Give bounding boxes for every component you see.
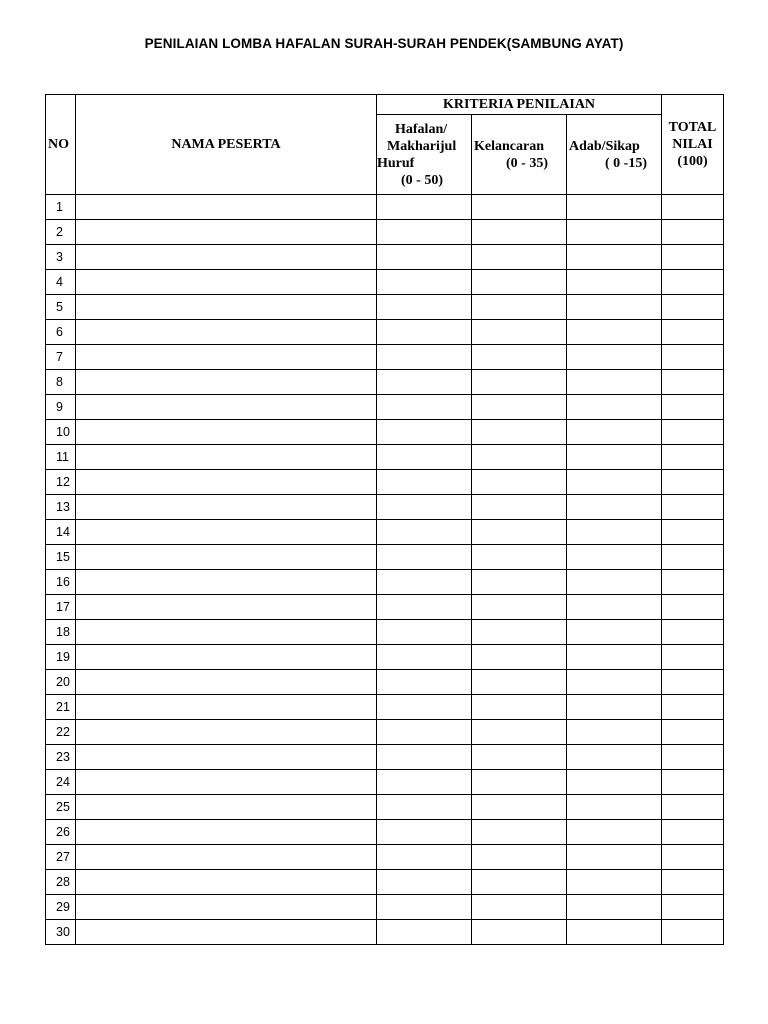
cell-hafalan[interactable] bbox=[377, 695, 472, 720]
cell-nama-peserta[interactable] bbox=[76, 345, 377, 370]
cell-kelancaran[interactable] bbox=[472, 245, 567, 270]
cell-no: 21 bbox=[46, 695, 76, 720]
cell-nama-peserta[interactable] bbox=[76, 645, 377, 670]
cell-hafalan[interactable] bbox=[377, 270, 472, 295]
cell-nama-peserta[interactable] bbox=[76, 570, 377, 595]
cell-adab-sikap[interactable] bbox=[567, 770, 662, 795]
header-adab-sikap bbox=[567, 115, 662, 195]
cell-nama-peserta[interactable] bbox=[76, 670, 377, 695]
cell-nama-peserta[interactable] bbox=[76, 795, 377, 820]
cell-nama-peserta[interactable] bbox=[76, 420, 377, 445]
table-row bbox=[46, 220, 724, 245]
cell-adab-sikap[interactable] bbox=[567, 720, 662, 745]
cell-nama-peserta[interactable] bbox=[76, 770, 377, 795]
cell-kelancaran[interactable] bbox=[472, 745, 567, 770]
cell-no: 9 bbox=[46, 395, 76, 420]
cell-adab-sikap[interactable] bbox=[567, 920, 662, 945]
cell-no: 4 bbox=[46, 270, 76, 295]
table-row bbox=[46, 520, 724, 545]
header-nama-peserta: NAMA PESERTA bbox=[76, 95, 377, 195]
cell-nama-peserta[interactable] bbox=[76, 895, 377, 920]
cell-nama-peserta[interactable] bbox=[76, 195, 377, 220]
header-hafalan-line-2: Makharijul bbox=[387, 138, 457, 154]
cell-adab-sikap[interactable] bbox=[567, 195, 662, 220]
cell-adab-sikap[interactable] bbox=[567, 595, 662, 620]
table-row bbox=[46, 270, 724, 295]
cell-no: 8 bbox=[46, 370, 76, 395]
header-hafalan-line-3: Huruf bbox=[377, 155, 415, 171]
cell-hafalan[interactable] bbox=[377, 245, 472, 270]
cell-total-nilai[interactable] bbox=[662, 770, 724, 795]
table-row bbox=[46, 570, 724, 595]
cell-total-nilai[interactable] bbox=[662, 370, 724, 395]
cell-nama-peserta[interactable] bbox=[76, 745, 377, 770]
cell-hafalan[interactable] bbox=[377, 220, 472, 245]
cell-adab-sikap[interactable] bbox=[567, 520, 662, 545]
cell-hafalan[interactable] bbox=[377, 545, 472, 570]
cell-no: 16 bbox=[46, 570, 76, 595]
header-hafalan bbox=[377, 115, 472, 195]
cell-adab-sikap[interactable] bbox=[567, 895, 662, 920]
table-row bbox=[46, 920, 724, 945]
cell-kelancaran[interactable] bbox=[472, 795, 567, 820]
cell-kelancaran[interactable] bbox=[472, 620, 567, 645]
cell-hafalan[interactable] bbox=[377, 345, 472, 370]
cell-nama-peserta[interactable] bbox=[76, 520, 377, 545]
cell-hafalan[interactable] bbox=[377, 620, 472, 645]
cell-no: 14 bbox=[46, 520, 76, 545]
cell-hafalan[interactable] bbox=[377, 370, 472, 395]
cell-no: 3 bbox=[46, 245, 76, 270]
cell-no: 29 bbox=[46, 895, 76, 920]
cell-kelancaran[interactable] bbox=[472, 495, 567, 520]
cell-hafalan[interactable] bbox=[377, 845, 472, 870]
cell-hafalan[interactable] bbox=[377, 870, 472, 895]
cell-nama-peserta[interactable] bbox=[76, 295, 377, 320]
cell-total-nilai[interactable] bbox=[662, 920, 724, 945]
table-row bbox=[46, 420, 724, 445]
header-hafalan-range: (0 - 50) bbox=[401, 172, 443, 188]
cell-total-nilai[interactable] bbox=[662, 470, 724, 495]
cell-adab-sikap[interactable] bbox=[567, 795, 662, 820]
cell-kelancaran[interactable] bbox=[472, 445, 567, 470]
cell-kelancaran[interactable] bbox=[472, 270, 567, 295]
cell-hafalan[interactable] bbox=[377, 920, 472, 945]
cell-total-nilai[interactable] bbox=[662, 270, 724, 295]
cell-adab-sikap[interactable] bbox=[567, 820, 662, 845]
table-row bbox=[46, 870, 724, 895]
cell-nama-peserta[interactable] bbox=[76, 320, 377, 345]
cell-hafalan[interactable] bbox=[377, 895, 472, 920]
header-kelancaran-range: (0 - 35) bbox=[506, 155, 548, 171]
cell-no: 20 bbox=[46, 670, 76, 695]
cell-hafalan[interactable] bbox=[377, 470, 472, 495]
cell-no: 28 bbox=[46, 870, 76, 895]
cell-total-nilai[interactable] bbox=[662, 520, 724, 545]
cell-hafalan[interactable] bbox=[377, 320, 472, 345]
cell-no: 30 bbox=[46, 920, 76, 945]
cell-total-nilai[interactable] bbox=[662, 320, 724, 345]
cell-adab-sikap[interactable] bbox=[567, 295, 662, 320]
cell-total-nilai[interactable] bbox=[662, 595, 724, 620]
cell-total-nilai[interactable] bbox=[662, 395, 724, 420]
cell-nama-peserta[interactable] bbox=[76, 370, 377, 395]
cell-total-nilai[interactable] bbox=[662, 795, 724, 820]
cell-adab-sikap[interactable] bbox=[567, 695, 662, 720]
table-row bbox=[46, 820, 724, 845]
cell-total-nilai[interactable] bbox=[662, 720, 724, 745]
document-title: PENILAIAN LOMBA HAFALAN SURAH-SURAH PENDEK(SAMBUNG AYAT) bbox=[144, 36, 624, 51]
cell-no: 5 bbox=[46, 295, 76, 320]
cell-total-nilai[interactable] bbox=[662, 295, 724, 320]
table-row bbox=[46, 695, 724, 720]
table-row bbox=[46, 770, 724, 795]
cell-adab-sikap[interactable] bbox=[567, 495, 662, 520]
cell-hafalan[interactable] bbox=[377, 195, 472, 220]
table-row bbox=[46, 645, 724, 670]
cell-kelancaran[interactable] bbox=[472, 520, 567, 545]
cell-kelancaran[interactable] bbox=[472, 820, 567, 845]
cell-hafalan[interactable] bbox=[377, 745, 472, 770]
cell-nama-peserta[interactable] bbox=[76, 470, 377, 495]
cell-nama-peserta[interactable] bbox=[76, 820, 377, 845]
cell-adab-sikap[interactable] bbox=[567, 220, 662, 245]
cell-hafalan[interactable] bbox=[377, 645, 472, 670]
cell-nama-peserta[interactable] bbox=[76, 245, 377, 270]
cell-hafalan[interactable] bbox=[377, 595, 472, 620]
table-body bbox=[46, 195, 724, 945]
cell-no: 13 bbox=[46, 495, 76, 520]
cell-kelancaran[interactable] bbox=[472, 320, 567, 345]
cell-adab-sikap[interactable] bbox=[567, 845, 662, 870]
table-row bbox=[46, 195, 724, 220]
cell-adab-sikap[interactable] bbox=[567, 570, 662, 595]
cell-total-nilai[interactable] bbox=[662, 645, 724, 670]
cell-adab-sikap[interactable] bbox=[567, 445, 662, 470]
cell-total-nilai[interactable] bbox=[662, 895, 724, 920]
table-row bbox=[46, 745, 724, 770]
cell-adab-sikap[interactable] bbox=[567, 670, 662, 695]
cell-kelancaran[interactable] bbox=[472, 395, 567, 420]
cell-adab-sikap[interactable] bbox=[567, 620, 662, 645]
cell-nama-peserta[interactable] bbox=[76, 220, 377, 245]
cell-no: 2 bbox=[46, 220, 76, 245]
cell-total-nilai[interactable] bbox=[662, 420, 724, 445]
header-hafalan-line-1: Hafalan/ bbox=[395, 121, 448, 137]
table-row bbox=[46, 495, 724, 520]
cell-nama-peserta[interactable] bbox=[76, 695, 377, 720]
cell-no: 23 bbox=[46, 745, 76, 770]
header-kriteria-penilaian: KRITERIA PENILAIAN bbox=[377, 95, 662, 115]
table-row bbox=[46, 545, 724, 570]
cell-no: 27 bbox=[46, 845, 76, 870]
table-row bbox=[46, 720, 724, 745]
cell-kelancaran[interactable] bbox=[472, 570, 567, 595]
cell-no: 24 bbox=[46, 770, 76, 795]
cell-kelancaran[interactable] bbox=[472, 345, 567, 370]
cell-no: 25 bbox=[46, 795, 76, 820]
cell-total-nilai[interactable] bbox=[662, 445, 724, 470]
cell-hafalan[interactable] bbox=[377, 570, 472, 595]
table-row bbox=[46, 620, 724, 645]
cell-nama-peserta[interactable] bbox=[76, 720, 377, 745]
cell-total-nilai[interactable] bbox=[662, 245, 724, 270]
cell-adab-sikap[interactable] bbox=[567, 320, 662, 345]
header-total-line-2: NILAI bbox=[672, 137, 713, 152]
cell-no: 1 bbox=[46, 195, 76, 220]
cell-no: 18 bbox=[46, 620, 76, 645]
header-total-line-1: TOTAL bbox=[668, 120, 717, 135]
cell-kelancaran[interactable] bbox=[472, 470, 567, 495]
cell-total-nilai[interactable] bbox=[662, 820, 724, 845]
table-row bbox=[46, 595, 724, 620]
cell-kelancaran[interactable] bbox=[472, 420, 567, 445]
cell-adab-sikap[interactable] bbox=[567, 870, 662, 895]
cell-no: 7 bbox=[46, 345, 76, 370]
cell-no: 12 bbox=[46, 470, 76, 495]
cell-no: 22 bbox=[46, 720, 76, 745]
cell-total-nilai[interactable] bbox=[662, 195, 724, 220]
cell-nama-peserta[interactable] bbox=[76, 495, 377, 520]
cell-total-nilai[interactable] bbox=[662, 870, 724, 895]
cell-nama-peserta[interactable] bbox=[76, 620, 377, 645]
table-row bbox=[46, 345, 724, 370]
cell-kelancaran[interactable] bbox=[472, 545, 567, 570]
cell-kelancaran[interactable] bbox=[472, 895, 567, 920]
cell-total-nilai[interactable] bbox=[662, 670, 724, 695]
cell-total-nilai[interactable] bbox=[662, 845, 724, 870]
cell-hafalan[interactable] bbox=[377, 520, 472, 545]
cell-kelancaran[interactable] bbox=[472, 295, 567, 320]
cell-adab-sikap[interactable] bbox=[567, 245, 662, 270]
cell-kelancaran[interactable] bbox=[472, 595, 567, 620]
cell-kelancaran[interactable] bbox=[472, 845, 567, 870]
cell-adab-sikap[interactable] bbox=[567, 470, 662, 495]
cell-kelancaran[interactable] bbox=[472, 920, 567, 945]
header-total-nilai bbox=[662, 95, 724, 195]
cell-total-nilai[interactable] bbox=[662, 545, 724, 570]
table-row bbox=[46, 845, 724, 870]
header-adab-line-1: Adab/Sikap bbox=[569, 138, 640, 154]
cell-no: 10 bbox=[46, 420, 76, 445]
cell-hafalan[interactable] bbox=[377, 445, 472, 470]
table-row bbox=[46, 895, 724, 920]
cell-hafalan[interactable] bbox=[377, 395, 472, 420]
cell-kelancaran[interactable] bbox=[472, 720, 567, 745]
table-row bbox=[46, 795, 724, 820]
cell-adab-sikap[interactable] bbox=[567, 745, 662, 770]
cell-adab-sikap[interactable] bbox=[567, 345, 662, 370]
table-row bbox=[46, 470, 724, 495]
cell-hafalan[interactable] bbox=[377, 720, 472, 745]
cell-no: 6 bbox=[46, 320, 76, 345]
cell-no: 15 bbox=[46, 545, 76, 570]
cell-no: 17 bbox=[46, 595, 76, 620]
cell-nama-peserta[interactable] bbox=[76, 395, 377, 420]
header-no: NO bbox=[46, 95, 76, 195]
cell-hafalan[interactable] bbox=[377, 670, 472, 695]
cell-nama-peserta[interactable] bbox=[76, 845, 377, 870]
cell-hafalan[interactable] bbox=[377, 420, 472, 445]
cell-kelancaran[interactable] bbox=[472, 195, 567, 220]
cell-total-nilai[interactable] bbox=[662, 620, 724, 645]
cell-adab-sikap[interactable] bbox=[567, 545, 662, 570]
cell-total-nilai[interactable] bbox=[662, 745, 724, 770]
table-row bbox=[46, 395, 724, 420]
cell-total-nilai[interactable] bbox=[662, 495, 724, 520]
cell-no: 11 bbox=[46, 445, 76, 470]
cell-no: 19 bbox=[46, 645, 76, 670]
cell-kelancaran[interactable] bbox=[472, 695, 567, 720]
cell-adab-sikap[interactable] bbox=[567, 420, 662, 445]
header-total-line-3: (100) bbox=[677, 154, 708, 169]
table-row bbox=[46, 320, 724, 345]
table-row bbox=[46, 370, 724, 395]
cell-no: 26 bbox=[46, 820, 76, 845]
header-kelancaran bbox=[472, 115, 567, 195]
cell-kelancaran[interactable] bbox=[472, 670, 567, 695]
cell-adab-sikap[interactable] bbox=[567, 395, 662, 420]
cell-hafalan[interactable] bbox=[377, 820, 472, 845]
cell-kelancaran[interactable] bbox=[472, 770, 567, 795]
table-row bbox=[46, 445, 724, 470]
cell-adab-sikap[interactable] bbox=[567, 645, 662, 670]
header-kelancaran-line-1: Kelancaran bbox=[474, 138, 544, 154]
cell-hafalan[interactable] bbox=[377, 795, 472, 820]
cell-nama-peserta[interactable] bbox=[76, 270, 377, 295]
cell-total-nilai[interactable] bbox=[662, 695, 724, 720]
cell-total-nilai[interactable] bbox=[662, 345, 724, 370]
cell-nama-peserta[interactable] bbox=[76, 545, 377, 570]
cell-kelancaran[interactable] bbox=[472, 645, 567, 670]
cell-hafalan[interactable] bbox=[377, 295, 472, 320]
cell-total-nilai[interactable] bbox=[662, 570, 724, 595]
header-adab-range: ( 0 -15) bbox=[605, 155, 647, 171]
cell-kelancaran[interactable] bbox=[472, 370, 567, 395]
cell-nama-peserta[interactable] bbox=[76, 445, 377, 470]
cell-nama-peserta[interactable] bbox=[76, 920, 377, 945]
cell-kelancaran[interactable] bbox=[472, 220, 567, 245]
table-row bbox=[46, 295, 724, 320]
cell-nama-peserta[interactable] bbox=[76, 595, 377, 620]
cell-adab-sikap[interactable] bbox=[567, 370, 662, 395]
cell-hafalan[interactable] bbox=[377, 770, 472, 795]
cell-nama-peserta[interactable] bbox=[76, 870, 377, 895]
score-table bbox=[45, 94, 724, 945]
cell-total-nilai[interactable] bbox=[662, 220, 724, 245]
table-row bbox=[46, 670, 724, 695]
table-row bbox=[46, 245, 724, 270]
cell-kelancaran[interactable] bbox=[472, 870, 567, 895]
cell-hafalan[interactable] bbox=[377, 495, 472, 520]
cell-adab-sikap[interactable] bbox=[567, 270, 662, 295]
